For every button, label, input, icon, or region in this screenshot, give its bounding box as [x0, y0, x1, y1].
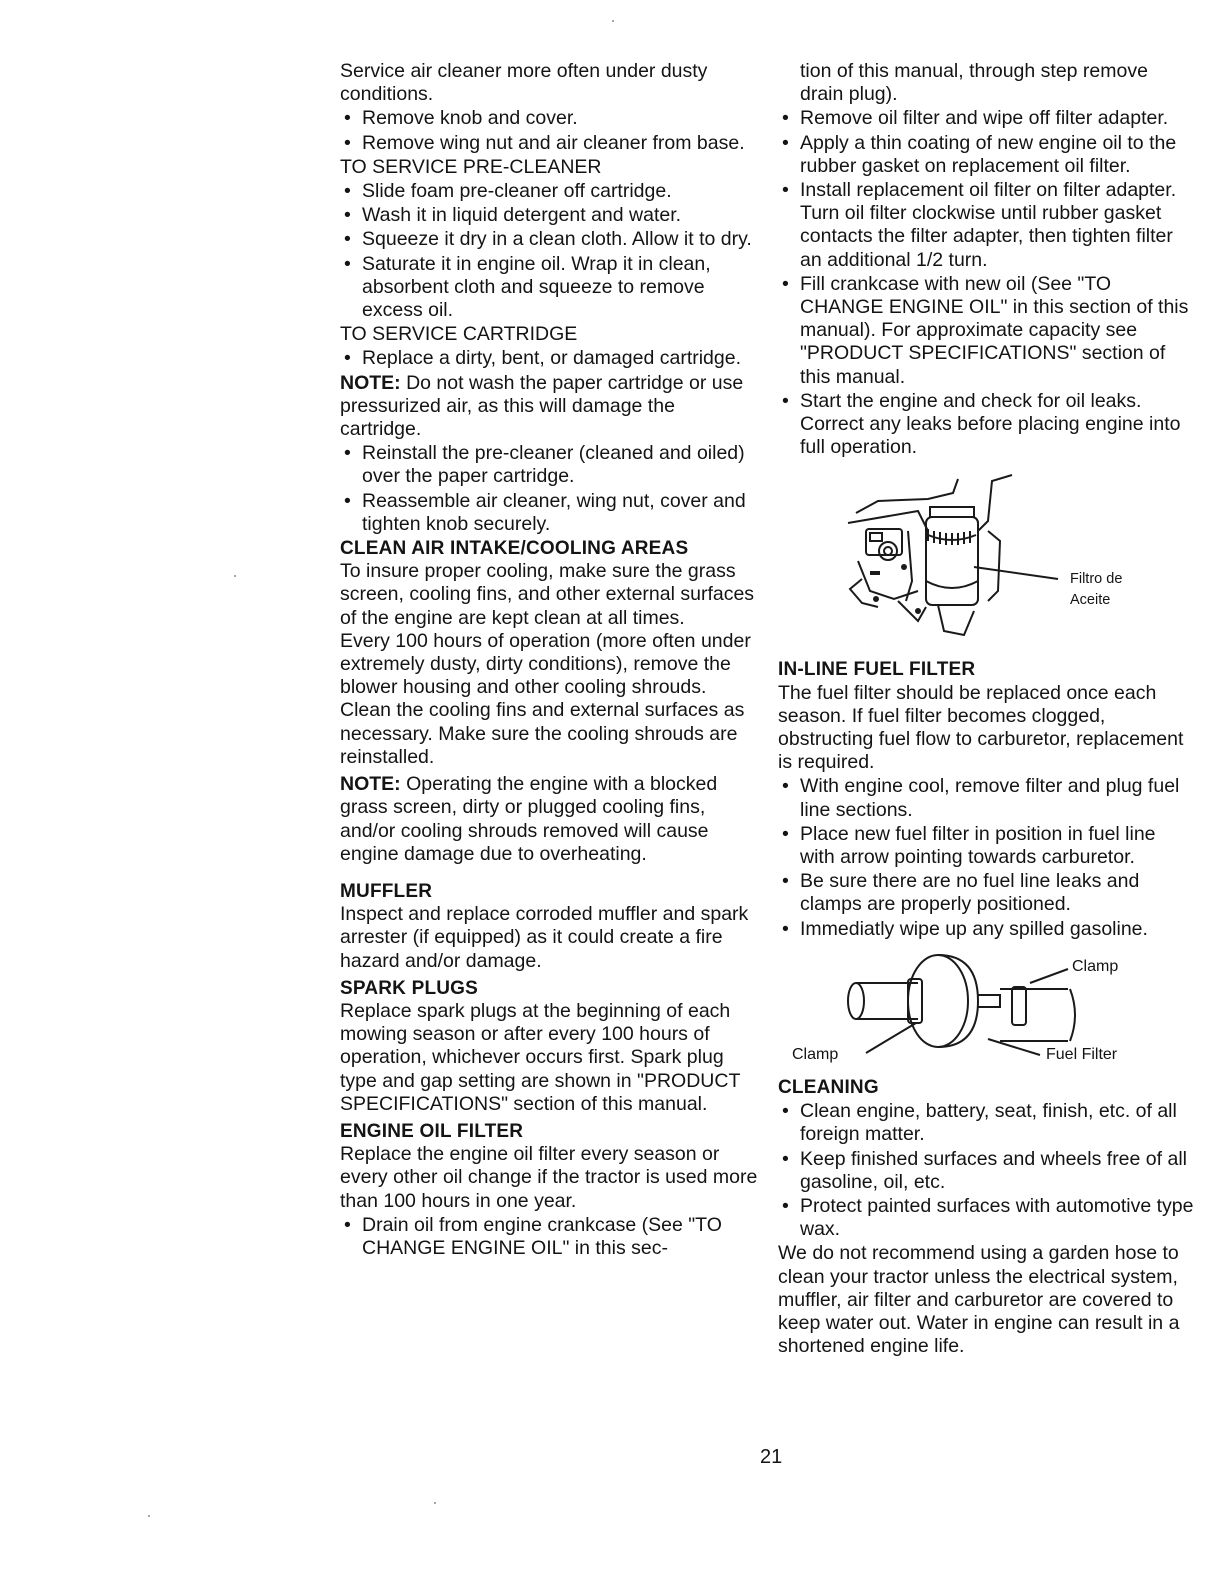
list-item: • Replace a dirty, bent, or damaged cartridge. — [340, 347, 760, 370]
fuel-filter-text: The fuel filter should be replaced once each season. If fuel filter becomes clogged, obstructing fuel flow to carburetor, replacement is required. — [778, 681, 1184, 774]
fuel-filter-heading: IN-LINE FUEL FILTER — [778, 659, 976, 681]
list-item: • Fill crankcase with new oil (See "TO CHANGE ENGINE OIL" in this section of this manual). For approximate capacity see "PRODUCT SPECIFICATIONS" section of this manual. — [778, 273, 1194, 389]
left-column — [340, 60, 760, 1261]
cartridge-note — [340, 372, 760, 442]
list-item: • Slide foam pre-cleaner off cartridge. — [340, 180, 760, 203]
spark-plugs-heading: SPARK PLUGS — [340, 977, 479, 999]
oil-filter-illustration — [778, 471, 1194, 649]
scan-speck — [612, 20, 614, 22]
clean-air-paragraph-1: To insure proper cooling, make sure the grass screen, cooling fins, and other external surfaces of the engine are kept clean at all times. — [340, 560, 755, 629]
cooling-note — [340, 773, 760, 866]
note-label: NOTE: — [340, 773, 401, 796]
oil-filter-steps — [340, 1214, 760, 1260]
cartridge-steps-2 — [340, 442, 760, 536]
fuel-filter-label: Fuel Filter — [1046, 1045, 1118, 1063]
cleaning-steps — [778, 1100, 1194, 1241]
oil-filter-figure — [778, 471, 1194, 649]
list-item: • Immediatly wipe up any spilled gasoline. — [778, 918, 1194, 941]
scan-speck — [148, 1515, 150, 1517]
list-item: • Protect painted surfaces with automotive type wax. — [778, 1195, 1194, 1241]
scan-speck — [234, 575, 236, 577]
clean-air-paragraph-2: Every 100 hours of operation (more often under extremely dusty, dirty conditions), remove the blower housing and other cooling shrouds. Clean the cooling fins and external surfaces as necessary. Make sure the cooling shrouds are reinstalled. — [340, 629, 751, 768]
note-text: Do not wash the paper cartridge or use pressurized air, as this will damage the cartridge. — [340, 371, 744, 441]
fuel-filter-steps — [778, 775, 1194, 940]
air-cleaner-intro: Service air cleaner more often under dusty conditions. — [340, 60, 708, 106]
list-item: • Keep finished surfaces and wheels free of all gasoline, oil, etc. — [778, 1148, 1194, 1194]
air-cleaner-steps — [340, 107, 760, 154]
figure-label-line: Aceite — [1070, 592, 1111, 609]
fuel-filter-figure — [778, 949, 1194, 1067]
list-item: • Wash it in liquid detergent and water. — [340, 204, 760, 227]
list-item: • Install replacement oil filter on filter adapter. Turn oil filter clockwise until rubber gasket contacts the filter adapter, then tighten filter an additional 1/2 turn. — [778, 179, 1194, 272]
list-item: • Saturate it in engine oil. Wrap it in clean, absorbent cloth and squeeze to remove excess oil. — [340, 253, 760, 323]
cartridge-heading: TO SERVICE CARTRIDGE — [340, 323, 578, 346]
scan-speck — [434, 1502, 436, 1504]
clean-air-heading: CLEAN AIR INTAKE/COOLING AREAS — [340, 538, 689, 560]
fuel-filter-illustration — [778, 949, 1194, 1067]
list-item: • Place new fuel filter in position in fuel line with arrow pointing towards carburetor. — [778, 823, 1194, 869]
oil-filter-label — [1070, 569, 1122, 611]
precleaner-heading: TO SERVICE PRE-CLEANER — [340, 155, 602, 178]
engine-oil-filter-text: Replace the engine oil filter every season or every other oil change if the tractor is used more than 100 hours in one year. — [340, 1143, 758, 1212]
oil-filter-continued: tion of this manual, through step remove drain plug). — [800, 60, 1148, 106]
muffler-heading: MUFFLER — [340, 880, 433, 902]
precleaner-steps — [340, 180, 760, 322]
spark-plugs-text: Replace spark plugs at the beginning of each mowing season or after every 100 hours of operation, whichever occurs first. Spark plug type and gap setting are shown in "PRODUCT SPECIFICATIONS" section of this manual. — [340, 999, 741, 1115]
right-column — [778, 60, 1194, 1358]
oil-filter-steps-continued — [778, 107, 1194, 459]
list-item: • Remove wing nut and air cleaner from base. — [340, 132, 760, 155]
engine-oil-filter-heading: ENGINE OIL FILTER — [340, 1120, 524, 1142]
list-item: • Apply a thin coating of new engine oil to the rubber gasket on replacement oil filter. — [778, 132, 1194, 178]
list-item: • Reinstall the pre-cleaner (cleaned and oiled) over the paper cartridge. — [340, 442, 760, 488]
list-item: • Reassemble air cleaner, wing nut, cover and tighten knob securely. — [340, 490, 760, 536]
cleaning-text: We do not recommend using a garden hose to clean your tractor unless the electrical system, muffler, air filter and carburetor are covered to keep water out. Water in engine can result in a shortened engine life. — [778, 1242, 1180, 1358]
clamp-label-top: Clamp — [1072, 957, 1119, 975]
list-item: • Clean engine, battery, seat, finish, etc. of all foreign matter. — [778, 1100, 1194, 1146]
cartridge-steps — [340, 347, 760, 370]
list-item: • Remove oil filter and wipe off filter adapter. — [778, 107, 1194, 130]
page-number: 21 — [760, 1446, 783, 1468]
note-text: Operating the engine with a blocked grass screen, dirty or plugged cooling fins, and/or cooling shrouds removed will cause engine damage due to overheating. — [340, 773, 718, 865]
cleaning-heading: CLEANING — [778, 1076, 879, 1098]
list-item: • Start the engine and check for oil leaks. Correct any leaks before placing engine into full operation. — [778, 390, 1194, 460]
muffler-text: Inspect and replace corroded muffler and spark arrester (if equipped) as it could create a fire hazard and/or damage. — [340, 903, 749, 972]
note-label: NOTE: — [340, 371, 401, 394]
figure-label-line: Filtro de — [1070, 571, 1123, 588]
list-item: • Be sure there are no fuel line leaks and clamps are properly positioned. — [778, 870, 1194, 916]
list-item: • Remove knob and cover. — [340, 107, 760, 130]
list-item: • Drain oil from engine crankcase (See "TO CHANGE ENGINE OIL" in this sec- — [340, 1214, 760, 1260]
list-item: • With engine cool, remove filter and plug fuel line sections. — [778, 775, 1194, 821]
list-item: • Squeeze it dry in a clean cloth. Allow it to dry. — [340, 228, 760, 251]
clamp-label-left: Clamp — [792, 1045, 839, 1063]
